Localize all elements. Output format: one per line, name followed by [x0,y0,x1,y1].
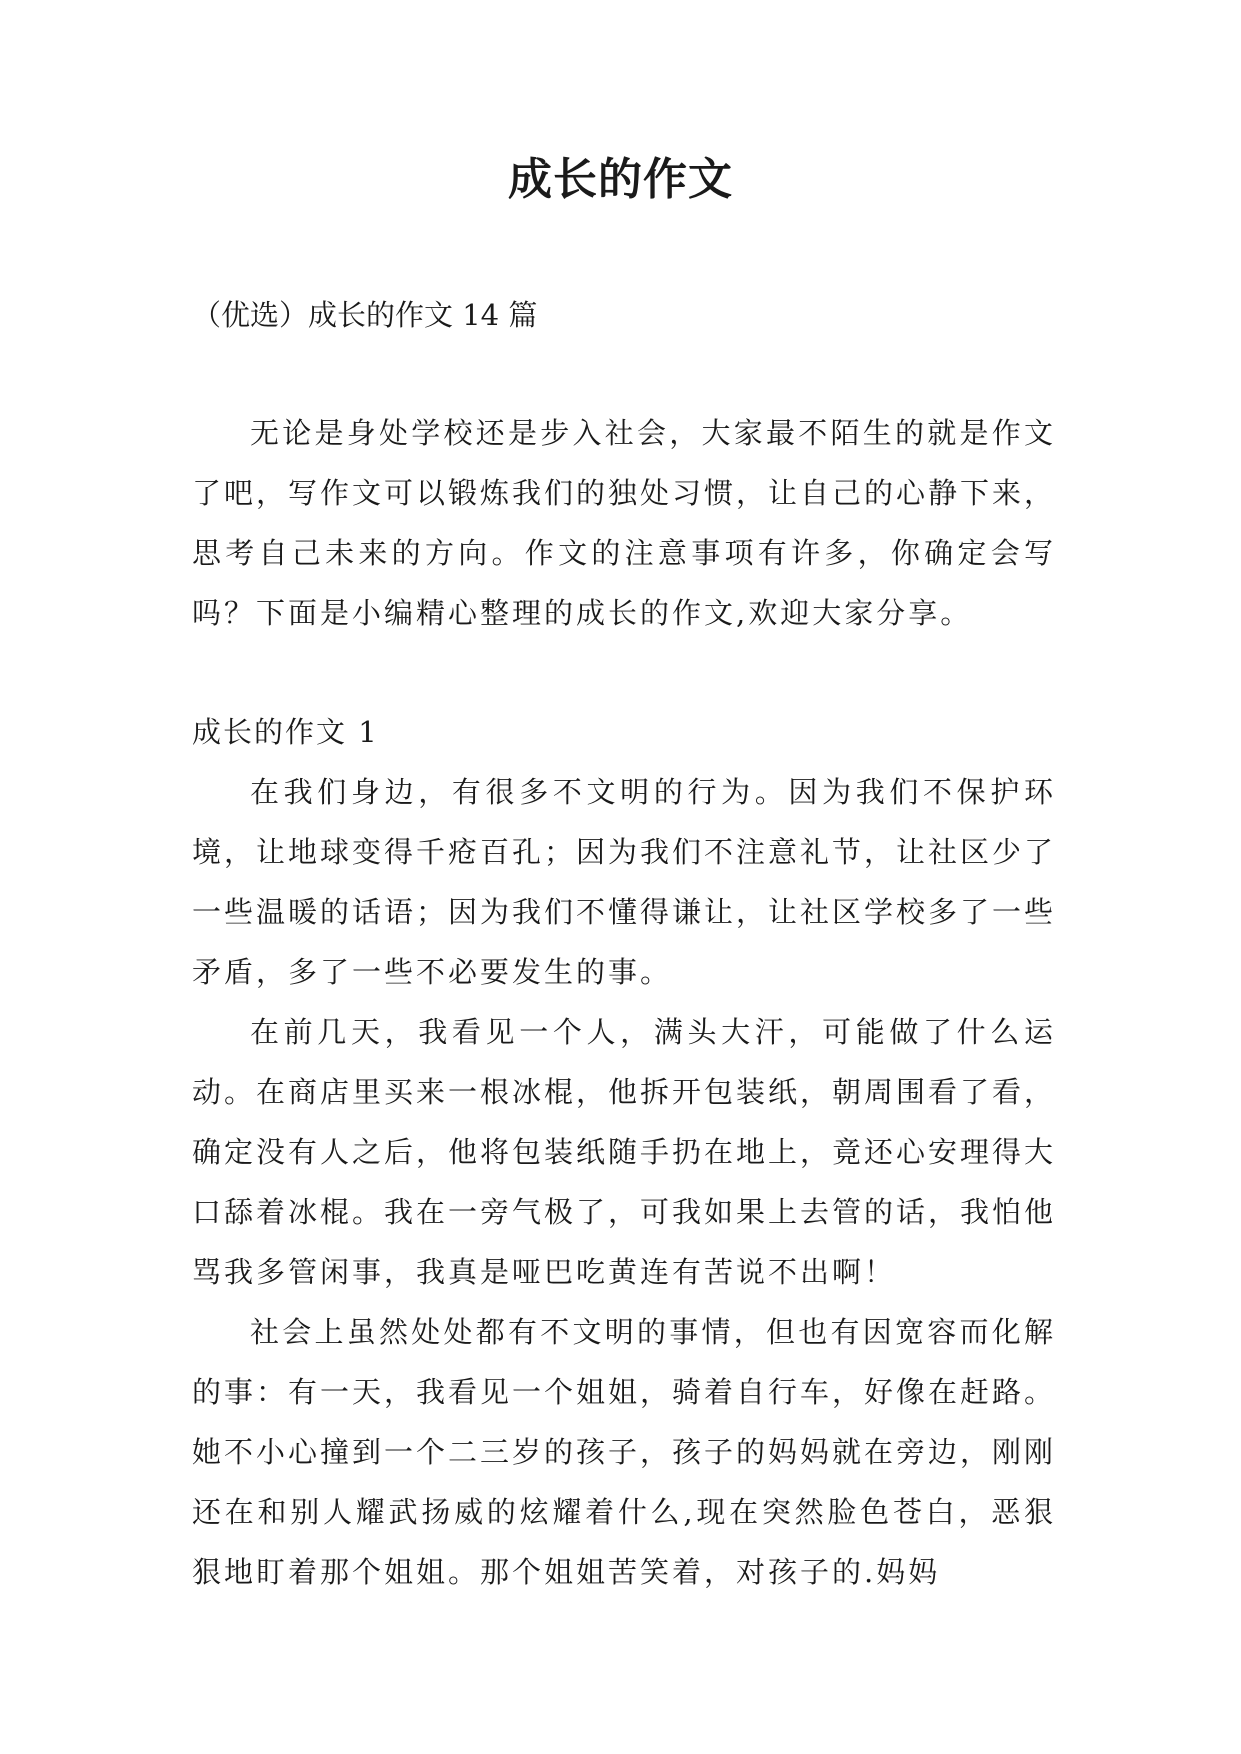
essay-paragraph-2: 在前几天，我看见一个人，满头大汗，可能做了什么运动。在商店里买来一根冰棍，他拆开包装纸，朝周围看了看，确定没有人之后，他将包装纸随手扔在地上，竟还心安理得大口舔着冰棍。我在一旁气极了，可我如果上去管的话，我怕他骂我多管闲事，我真是哑巴吃黄连有苦说不出啊！ [192,1015,1057,1289]
section-heading: 成长的作文 1 [192,715,379,749]
intro-section [192,403,1056,643]
document-subtitle: （优选）成长的作文 14 篇 [192,298,538,332]
essay-body [192,762,1056,1602]
intro-paragraph: 无论是身处学校还是步入社会，大家最不陌生的就是作文了吧，写作文可以锻炼我们的独处习惯，让自己的心静下来，思考自己未来的方向。作文的注意事项有许多，你确定会写吗？下面是小编精心整理的成长的作文,欢迎大家分享。 [192,416,1057,630]
document-title: 成长的作文 [508,154,733,205]
essay-paragraph-1: 在我们身边，有很多不文明的行为。因为我们不保护环境，让地球变得千疮百孔；因为我们不注意礼节，让社区少了一些温暖的话语；因为我们不懂得谦让，让社区学校多了一些矛盾，多了一些不必要发生的事。 [192,775,1057,989]
essay-paragraph-3: 社会上虽然处处都有不文明的事情，但也有因宽容而化解的事：有一天，我看见一个姐姐，骑着自行车，好像在赶路。她不小心撞到一个二三岁的孩子，孩子的妈妈就在旁边，刚刚还在和别人耀武扬威的炫耀着什么,现在突然脸色苍白，恶狠狠地盯着那个姐姐。那个姐姐苦笑着，对孩子的.妈妈 [192,1315,1057,1589]
